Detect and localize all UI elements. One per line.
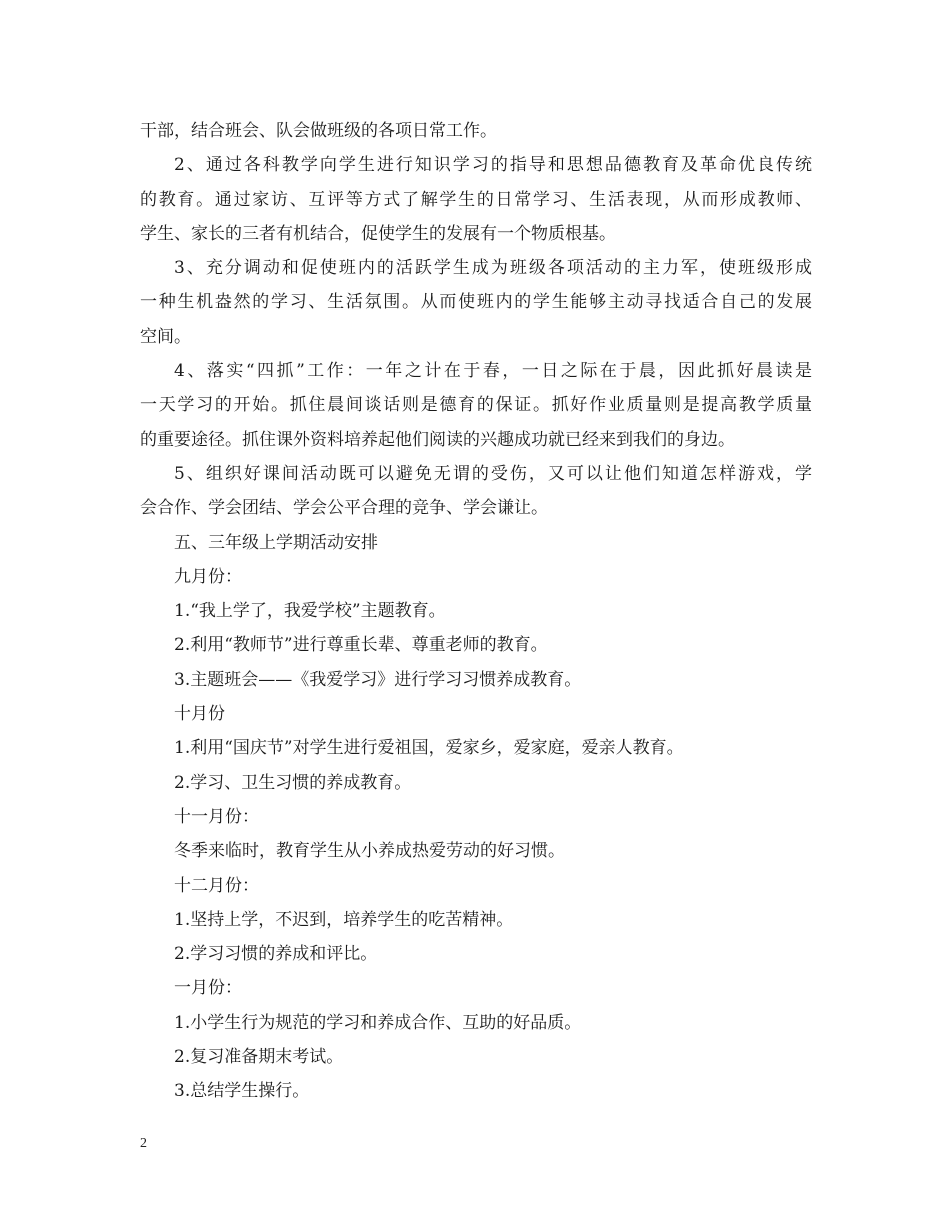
list-item: 2.利用“教师节”进行尊重长辈、尊重老师的教育。 [174,635,548,656]
body-text [140,114,812,1109]
list-item: 3.总结学生操行。 [174,1081,310,1102]
list-item: 1.利用“国庆节”对学生进行爱祖国，爱家乡，爱家庭，爱亲人教育。 [174,738,684,759]
paragraph-3-line-2: 一种生机盎然的学习、生活氛围。从而使班内的学生能够主动寻找适合自己的发展 [140,292,812,313]
paragraph-4-line-2: 一天学习的开始。抓住晨间谈话则是德育的保证。抓好作业质量则是提高教学质量 [140,395,812,416]
paragraph-2-line-3: 学生、家长的三者有机结合，促使学生的发展有一个物质根基。 [140,223,616,244]
month-heading-october: 十月份 [174,704,225,725]
paragraph-5-line-2: 会合作、学会团结、学会公平合理的竞争、学会谦让。 [140,498,548,519]
paragraph-2-line-2: 的教育。通过家访、互评等方式了解学生的日常学习、生活表现，从而形成教师、 [140,189,812,210]
paragraph-4-line-1: 4、落实“四抓”工作：一年之计在于春，一日之际在于晨，因此抓好晨读是 [174,361,812,382]
paragraph-4-line-3: 的重要途径。抓住课外资料培养起他们阅读的兴趣成功就已经来到我们的身边。 [140,429,735,450]
month-heading-december: 十二月份： [174,875,259,896]
paragraph-3-line-1: 3、充分调动和促使班内的活跃学生成为班级各项活动的主力军，使班级形成 [174,258,812,279]
paragraph-2-line-1: 2、通过各科教学向学生进行知识学习的指导和思想品德教育及革命优良传统 [174,155,812,176]
month-heading-november: 十一月份： [174,806,259,827]
month-heading-september: 九月份： [174,566,242,587]
list-item: 2.学习习惯的养成和评比。 [174,944,378,965]
paragraph-3-line-3: 空间。 [140,326,191,347]
list-item: 2.复习准备期末考试。 [174,1047,344,1068]
list-item: 冬季来临时，教育学生从小养成热爱劳动的好习惯。 [174,841,565,862]
list-item: 2.学习、卫生习惯的养成教育。 [174,772,412,793]
month-heading-january: 一月份： [174,978,242,999]
page-number: 2 [140,1136,147,1151]
list-item: 1.坚持上学，不迟到，培养学生的吃苦精神。 [174,909,514,930]
list-item: 1.小学生行为规范的学习和养成合作、互助的好品质。 [174,1012,582,1033]
list-item: 1.“我上学了，我爱学校”主题教育。 [174,601,446,622]
paragraph-5-line-1: 5、组织好课间活动既可以避免无谓的受伤，又可以让他们知道怎样游戏，学 [174,463,812,484]
paragraph-continuation-line: 干部，结合班会、队会做班级的各项日常工作。 [140,121,497,141]
section-heading: 五、三年级上学期活动安排 [174,532,378,553]
list-item: 3.主题班会——《我爱学习》进行学习习惯养成教育。 [174,669,582,690]
